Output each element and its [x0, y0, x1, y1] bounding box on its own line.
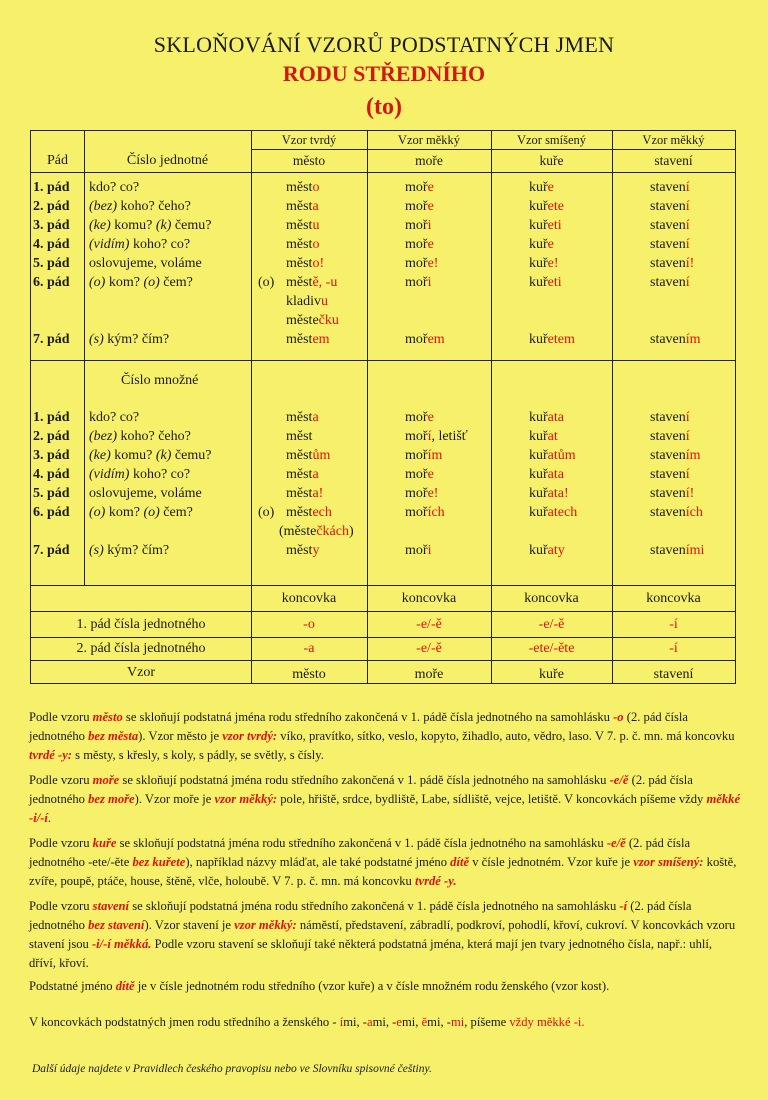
pl-form-cell [286, 465, 319, 484]
sg-form-cell [405, 273, 431, 292]
case-form: kuře [529, 237, 554, 252]
pl-case-question-cell [89, 427, 191, 446]
pl-form-cell [405, 408, 434, 427]
ending-value: -e/-ě [416, 641, 442, 656]
pl-case-label: 7. pád [33, 543, 70, 558]
case-form: kuřata [529, 410, 564, 425]
case-question: oslovujeme, voláme [89, 256, 202, 271]
case-question: kdo? co? [89, 410, 140, 425]
pl-form-cell [529, 503, 577, 522]
pl-form-cell [405, 427, 468, 446]
sg-case-label: 7. pád [33, 332, 70, 347]
sg-extra-form [286, 311, 339, 330]
pl-case-question-cell [89, 446, 211, 465]
sg-form-cell [405, 216, 431, 235]
pl-form-cell [650, 484, 694, 503]
sg-case-label: 6. pád [33, 275, 70, 290]
case-form: stavení [650, 467, 690, 482]
pl-form-cell [529, 465, 564, 484]
sg-form-cell [529, 216, 562, 235]
case-form: stavení [650, 218, 690, 233]
table-vline [84, 131, 85, 585]
case-form: stavením [650, 448, 701, 463]
vzor-value: moře [414, 667, 444, 682]
pl-form-cell [650, 541, 704, 560]
sg-form-cell [286, 330, 330, 349]
case-form: kuřata! [529, 486, 569, 501]
case-form: kuřata [529, 467, 564, 482]
sg-form-cell [529, 273, 562, 292]
model-word: stavení [654, 153, 693, 168]
pl-form-cell [650, 446, 701, 465]
table-hline [31, 660, 735, 661]
case-form: kuřetem [529, 332, 575, 347]
ending-value: -o [303, 617, 315, 632]
sg-form-cell [529, 235, 554, 254]
pl-form-cell [405, 484, 438, 503]
case-form: stavení [650, 275, 690, 290]
sg-form-cell [650, 235, 690, 254]
sg-case-question-cell [89, 216, 211, 235]
case-form: stavení! [650, 256, 695, 271]
sg-case-question-cell [89, 273, 193, 292]
koncovka-label: koncovka [524, 591, 579, 606]
note-paragraph: Podle vzoru moře se skloňují podstatná jména rodu středního zakončená v 1. pádě čísla jednotného na samohlásku -e/ě (2. pád čísla jednotného bez moře). Vzor moře je vzor měkký: pole, hřiště, srdce, bydliště, Labe, sídliště, vejce, letiště. V koncovkách píšeme vždy měkké -i/-í. [29, 773, 741, 825]
pl-form-cell [405, 465, 434, 484]
vzor-label: Vzor [127, 665, 155, 680]
case-question: kdo? co? [89, 180, 140, 195]
ending-value: -e/-ě [538, 617, 565, 632]
pl-form-cell [405, 541, 431, 560]
case-form: kuřat [529, 429, 558, 444]
pl-form-cell [286, 446, 330, 465]
pl-case-question-cell [89, 408, 139, 427]
case-question: (vidím) koho? co? [89, 467, 191, 482]
case-form: (městečkách) [279, 524, 354, 539]
case-form: města! [286, 486, 324, 501]
case-form: měst [286, 429, 313, 444]
case-form: stavení [650, 237, 690, 252]
pl-case-label: 4. pád [33, 467, 70, 482]
pl-extra-form [279, 522, 354, 541]
note-paragraph: Podle vzoru město se skloňují podstatná jména rodu středního zakončená v 1. pádě čísla jednotného na samohlásku -o (2. pád čísla jednotného bez města). Vzor město je vzor tvrdý: víko, pravítko, sítko, veslo, kopyto, žihadlo, auto, vědro, laso. V 7. p. č. mn. má koncovku tvrdé -y: s městy, s křesly, s koly, s pádly, se světly, s čísly. [29, 710, 735, 762]
case-form: město! [286, 256, 325, 271]
case-question: (bez) koho? čeho? [89, 199, 191, 214]
case-form: kuřeti [529, 275, 562, 290]
case-question: (s) kým? čím? [89, 332, 170, 347]
case-form: moře! [405, 486, 439, 501]
koncovka-label: koncovka [281, 591, 337, 606]
vzor-value: stavení [653, 667, 694, 682]
column-type-header: Vzor tvrdý [281, 133, 337, 147]
pl-form-cell [286, 427, 312, 446]
table-hline [31, 611, 735, 612]
pl-form-cell [650, 465, 690, 484]
sg-case-label: 1. pád [33, 180, 70, 195]
case-form: městečku [286, 313, 339, 328]
case-question: (ke) komu? (k) čemu? [89, 218, 212, 233]
model-word: město [292, 153, 326, 168]
case-form: moří, letišť [405, 429, 468, 444]
ending-value: -í [669, 617, 678, 632]
case-form: městy [286, 543, 320, 558]
case-form: stavení [650, 180, 690, 195]
sg-case-question-cell [89, 254, 202, 273]
sg-form-cell [286, 197, 319, 216]
column-type-header: Vzor smíšený [516, 133, 587, 147]
sg-form-cell [529, 178, 554, 197]
case-form: městům [286, 448, 331, 463]
model-word: moře [415, 153, 443, 168]
koncovka-label: koncovka [646, 591, 701, 606]
ending-value: -a [303, 641, 315, 656]
case-form: kuřatech [529, 505, 578, 520]
case-form: kuřeti [529, 218, 562, 233]
sg-case-question-cell [89, 197, 191, 216]
ending-value: -ete/-ěte [528, 641, 575, 656]
case-question: (vidím) koho? co? [89, 237, 191, 252]
table-hline [31, 637, 735, 638]
note-paragraph: Podle vzoru kuře se skloňují podstatná jména rodu středního zakončená v 1. pádě čísla jednotného na samohlásku -e/ě (2. pád čísla jednotného -ete/-ěte bez kuřete), například názvy mláďat, ale také podstatné jméno dítě v čísle jednotném. Vzor kuře je vzor smíšený: koště, zvíře, poupě, ptáče, house, štěně, vlče, holoubě. V 7. p. č. mn. má koncovku tvrdé -y. [29, 836, 737, 888]
case-form: města [286, 199, 319, 214]
case-form: moře [405, 237, 434, 252]
pl-form-cell [650, 427, 690, 446]
pl-form-cell [286, 408, 319, 427]
case-form: stavení [650, 410, 690, 425]
sg-case-question-cell [89, 330, 169, 349]
note-paragraph: V koncovkách podstatných jmen rodu středního a ženského - ími, -ami, -emi, ěmi, -mi, píšeme vždy měkké -i. [29, 1015, 585, 1029]
note-paragraph: Podstatné jméno dítě je v čísle jednotném rodu středního (vzor kuře) a v čísle množném rodu ženského (vzor kost). [29, 979, 610, 993]
sg-form-cell [529, 197, 564, 216]
footer-note: Další údaje najdete v Pravidlech českého pravopisu nebo ve Slovníku spisovné češtiny. [32, 1063, 432, 1075]
sg-case-label: 5. pád [33, 256, 70, 271]
sg-form-cell [650, 330, 701, 349]
case-form: stavením [650, 332, 701, 347]
pl-case-question-cell [89, 484, 202, 503]
case-form: kuřete [529, 199, 564, 214]
case-question: (ke) komu? (k) čemu? [89, 448, 212, 463]
case-form: moře [405, 467, 434, 482]
case-form: mořích [405, 505, 445, 520]
pl-form-cell [286, 541, 319, 560]
pl-case-label: 1. pád [33, 410, 70, 425]
sg-form-cell [529, 330, 575, 349]
sg-case-question-cell [89, 178, 139, 197]
case-form: staveních [650, 505, 703, 520]
case-form: městech [286, 505, 332, 520]
case-form: staveními [650, 543, 705, 558]
sg-form-cell [405, 178, 434, 197]
column-type-header: Vzor měkký [642, 133, 705, 147]
case-form: město [286, 237, 320, 252]
ending-value: -e/-ě [416, 617, 442, 632]
sg-form-cell [650, 178, 690, 197]
case-form: moři [405, 218, 432, 233]
pl-case-label: 2. pád [33, 429, 70, 444]
sg-extra-form [286, 292, 328, 311]
sg-form-cell [650, 254, 694, 273]
sg-case-label: 4. pád [33, 237, 70, 252]
pl-case-question-cell [89, 465, 190, 484]
case-question: (o) kom? (o) čem? [89, 505, 193, 520]
pl-form-cell [650, 503, 703, 522]
sg-case-label: 3. pád [33, 218, 70, 233]
plural-header: Číslo množné [121, 373, 199, 388]
page-subtitle-to: (to) [366, 94, 402, 120]
vzor-value: město [292, 667, 326, 682]
sg-form-cell [405, 254, 438, 273]
case-form: města [286, 410, 319, 425]
case-question: (s) kým? čím? [89, 543, 170, 558]
table-hline [31, 360, 735, 361]
sg-form-cell [650, 273, 690, 292]
ending-row-label: 2. pád čísla jednotného [76, 641, 206, 656]
case-form: kuřatům [529, 448, 576, 463]
pad-header: Pád [47, 153, 68, 168]
pl-case-label: 6. pád [33, 505, 70, 520]
ending-value: -í [669, 641, 678, 656]
case-form: města [286, 467, 319, 482]
pl-form-cell [529, 408, 564, 427]
pl-form-cell [529, 484, 569, 503]
case-form: moře [405, 410, 434, 425]
pl-form-cell [529, 427, 558, 446]
sg-case-question-cell [89, 235, 190, 254]
case-form: městem [286, 332, 330, 347]
koncovka-label: koncovka [401, 591, 457, 606]
vzor-value: kuře [539, 667, 564, 682]
sg-form-cell [650, 216, 690, 235]
table-hline [31, 585, 735, 586]
pl-case-label: 5. pád [33, 486, 70, 501]
case-form: kuřaty [529, 543, 565, 558]
pl-case-label: 3. pád [33, 448, 70, 463]
pl-form-cell [405, 446, 442, 465]
case-form: moře [405, 180, 434, 195]
declension-table [30, 130, 736, 684]
model-word: kuře [539, 153, 564, 168]
sg-case-label: 2. pád [33, 199, 70, 214]
sg-form-cell [286, 178, 319, 197]
case-form: městu [286, 218, 320, 233]
pl-o-prefix: (o) [258, 505, 275, 520]
sg-form-cell [405, 330, 445, 349]
pl-case-question-cell [89, 503, 193, 522]
sg-form-cell [529, 254, 559, 273]
pl-form-cell [286, 503, 332, 522]
case-form: moři [405, 543, 432, 558]
case-form: stavení [650, 199, 690, 214]
case-form: mořem [405, 332, 445, 347]
sg-o-prefix: (o) [258, 275, 275, 290]
pl-form-cell [650, 408, 690, 427]
case-question: (bez) koho? čeho? [89, 429, 191, 444]
case-question: (o) kom? (o) čem? [89, 275, 193, 290]
pl-form-cell [529, 541, 565, 560]
table-vline [251, 131, 252, 585]
page-subtitle: RODU STŘEDNÍHO [282, 61, 486, 86]
case-form: moře [405, 199, 434, 214]
pl-form-cell [405, 503, 445, 522]
sg-form-cell [286, 254, 324, 273]
case-form: stavení! [650, 486, 695, 501]
case-form: stavení [650, 429, 690, 444]
column-type-header: Vzor měkký [397, 133, 461, 147]
case-question: oslovujeme, voláme [89, 486, 202, 501]
pl-form-cell [286, 484, 323, 503]
case-form: kladivu [286, 294, 328, 309]
case-form: kuře! [529, 256, 559, 271]
sg-form-cell [286, 273, 337, 292]
sg-form-cell [286, 216, 319, 235]
sg-form-cell [405, 235, 434, 254]
sg-form-cell [405, 197, 434, 216]
pl-case-question-cell [89, 541, 169, 560]
case-form: moři [405, 275, 432, 290]
sg-form-cell [286, 235, 319, 254]
page-title: SKLOŇOVÁNÍ VZORŮ PODSTATNÝCH JMEN [153, 32, 615, 57]
case-form: moře! [405, 256, 439, 271]
sg-form-cell [650, 197, 690, 216]
note-paragraph: Podle vzoru stavení se skloňují podstatná jména rodu středního zakončená v 1. pádě čísla jednotného na samohlásku -í (2. pád čísla jednotného bez stavení). Vzor stavení je vzor měkký: náměstí, představení, zábradlí, podkroví, pohodlí, křoví, cukroví. V koncovkách vzoru stavení jsou -i/-í měkká. Podle vzoru stavení se skloňují také některá podstatná jména, která mají jen tvary jednotného čísla, např.: uhlí, dříví, křoví. [29, 899, 736, 970]
case-form: město [286, 180, 320, 195]
ending-row-label: 1. pád čísla jednotného [76, 617, 206, 632]
case-form: kuře [529, 180, 554, 195]
pl-form-cell [529, 446, 576, 465]
case-form: městě, -u [286, 275, 338, 290]
case-form: mořím [405, 448, 443, 463]
table-hline [31, 172, 735, 173]
number-header: Číslo jednotné [126, 153, 209, 168]
